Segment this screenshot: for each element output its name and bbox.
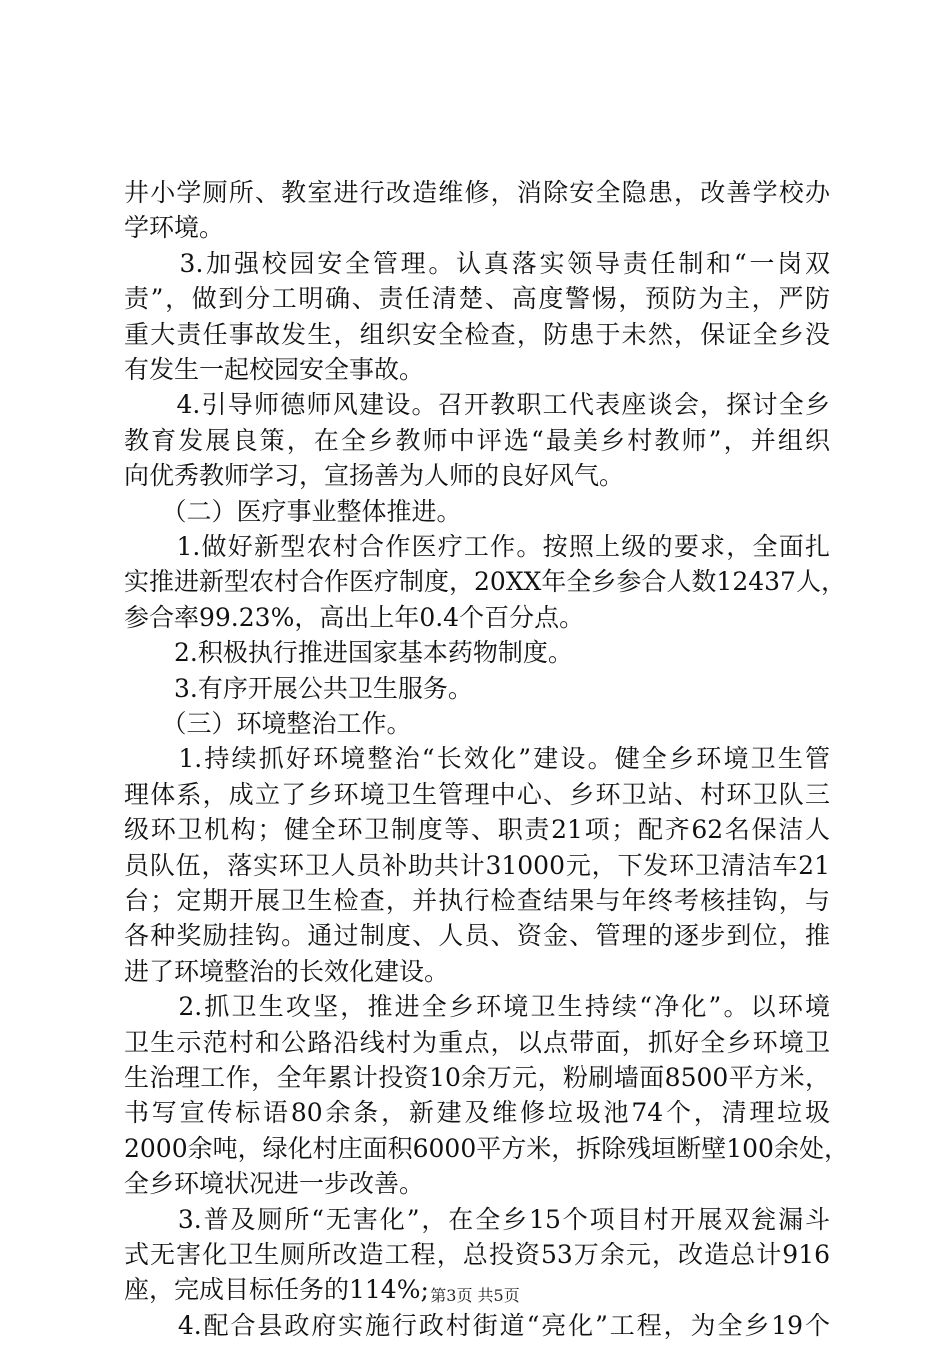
text-line: （二）医疗事业整体推进。 <box>124 496 462 526</box>
text-line: 3.加强校园安全管理。认真落实领导责任制和“一岗双 <box>124 248 830 278</box>
text-line: 座，完成目标任务的114%; <box>124 1275 429 1305</box>
text-line: 2.抓卫生攻坚，推进全乡环境卫生持续“净化”。以环境 <box>124 992 830 1022</box>
text-line: 生治理工作，全年累计投资10余万元，粉刷墙面8500平方米， <box>124 1063 830 1092</box>
text-line: （三）环境整治工作。 <box>124 709 412 738</box>
page-footer: 第3页 共5页 <box>430 1286 520 1305</box>
text-line: 实推进新型农村合作医疗制度，20XX年全乡参合人数12437人， <box>124 567 846 597</box>
text-line: 学环境。 <box>124 213 225 243</box>
text-line: 台；定期开展卫生检查，并执行检查结果与年终考核挂钩，与 <box>124 886 830 915</box>
text-line: 2000余吨，绿化村庄面积6000平方米，拆除残垣断壁100余处， <box>124 1133 849 1163</box>
text-line: 2.积极执行推进国家基本药物制度。 <box>124 638 573 668</box>
text-line: 4.引导师德师风建设。召开教职工代表座谈会，探讨全乡 <box>124 390 830 420</box>
text-line: 1.持续抓好环境整治“长效化”建设。健全乡环境卫生管 <box>124 744 830 774</box>
text-line: 3.普及厕所“无害化”，在全乡15个项目村开展双瓮漏斗 <box>124 1204 830 1234</box>
text-line: 教育发展良策，在全乡教师中评选“最美乡村教师”，并组织 <box>124 425 830 455</box>
text-line: 员队伍，落实环卫人员补助共计31000元，下发环卫清洁车21 <box>124 850 830 880</box>
text-line: 有发生一起校园安全事故。 <box>124 355 425 384</box>
text-line: 卫生示范村和公路沿线村为重点，以点带面，抓好全乡环境卫 <box>124 1027 830 1057</box>
text-line: 式无害化卫生厕所改造工程，总投资53万余元，改造总计916 <box>124 1240 830 1269</box>
text-line: 级环卫机构；健全环卫制度等、职责21项；配齐62名保洁人 <box>124 815 830 845</box>
text-line: 3.有序开展公共卫生服务。 <box>124 673 473 703</box>
text-line: 各种奖励挂钩。通过制度、人员、资金、管理的逐步到位，推 <box>124 921 830 951</box>
text-line: 全乡环境状况进一步改善。 <box>124 1169 425 1199</box>
text-line: 重大责任事故发生，组织安全检查，防患于未然，保证全乡没 <box>124 319 830 349</box>
text-line: 理体系，成立了乡环境卫生管理中心、乡环卫站、村环卫队三 <box>124 779 830 809</box>
text-line: 井小学厕所、教室进行改造维修，消除安全隐患，改善学校办 <box>124 178 830 207</box>
text-line: 向优秀教师学习，宣扬善为人师的良好风气。 <box>124 461 625 491</box>
text-line: 进了环境整治的长效化建设。 <box>124 956 450 986</box>
text-line: 责”，做到分工明确、责任清楚、高度警惕，预防为主，严防 <box>124 284 830 314</box>
text-line: 4.配合县政府实施行政村街道“亮化”工程，为全乡19个 <box>124 1310 830 1340</box>
text-line: 1.做好新型农村合作医疗工作。按照上级的要求，全面扎 <box>124 532 830 561</box>
text-line: 参合率99.23%，高出上年0.4个百分点。 <box>124 602 585 632</box>
text-line: 书写宣传标语80余条，新建及维修垃圾池74个，清理垃圾 <box>124 1098 830 1128</box>
